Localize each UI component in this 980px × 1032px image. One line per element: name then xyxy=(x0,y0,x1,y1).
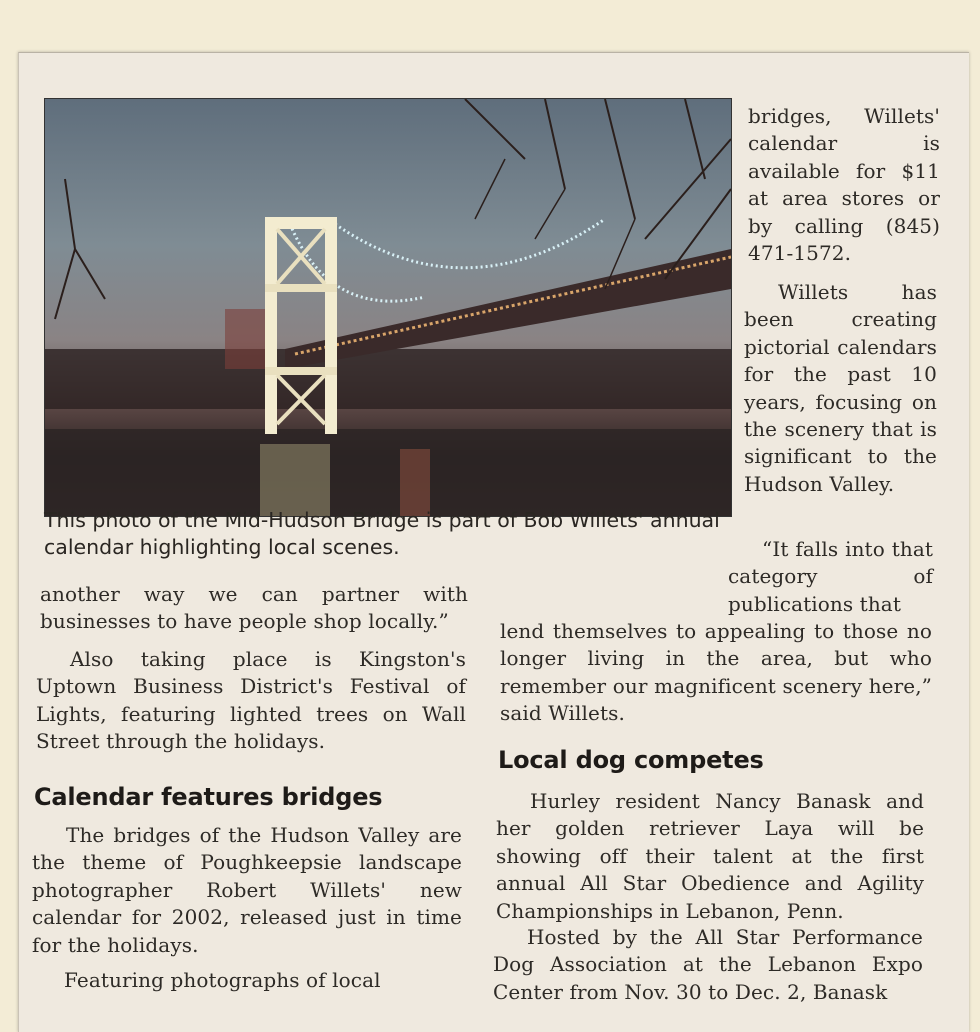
heading-local-dog-competes: Local dog competes xyxy=(498,746,764,774)
photo-caption: This photo of the Mid-Hudson Bridge is part of Bob Willets' annual calendar highlighting local scenes. xyxy=(44,508,720,559)
paragraph-hosted-by: Hosted by the All Star Performance Dog Association at the Lebanon Expo Center from Nov. 30 to Dec. 2, Banask xyxy=(493,925,923,1004)
paragraph-willets-history: Willets has been creating pictorial calendars for the past 10 years, focusing on the scenery that is significant to the Hudson Valley. xyxy=(744,280,937,496)
paragraph-bridges-theme: The bridges of the Hudson Valley are the theme of Poughkeepsie landscape photographer Robert Willets' new calendar for 2002, released just in time for the holidays. xyxy=(32,823,462,957)
bridge-photo xyxy=(44,98,732,517)
heading-calendar-features-bridges: Calendar features bridges xyxy=(34,783,383,811)
paragraph-quote-start: “It falls into that category of publications that xyxy=(728,537,933,616)
paragraph-continued: another way we can partner with businesses to have people shop locally.” xyxy=(40,582,468,634)
paragraph-festival-of-lights: Also taking place is Kingston's Uptown Business District's Festival of Lights, featuring lighted trees on Wall Street through the holidays. xyxy=(36,647,466,754)
paragraph-calendar-price: bridges, Willets' calendar is available for $11 at area stores or by calling (845) 471-1572. xyxy=(748,104,940,266)
paragraph-hurley-resident: Hurley resident Nancy Banask and her golden retriever Laya will be showing off their talent at the first annual All Star Obedience and Agility Championships in Lebanon, Penn. xyxy=(496,789,924,923)
paragraph-quote-end: lend themselves to appealing to those no longer living in the area, but who remember our magnificent scenery here,” said Willets. xyxy=(500,619,932,726)
bridge-illustration xyxy=(45,99,731,516)
paragraph-featuring: Featuring photographs of local xyxy=(64,968,381,992)
